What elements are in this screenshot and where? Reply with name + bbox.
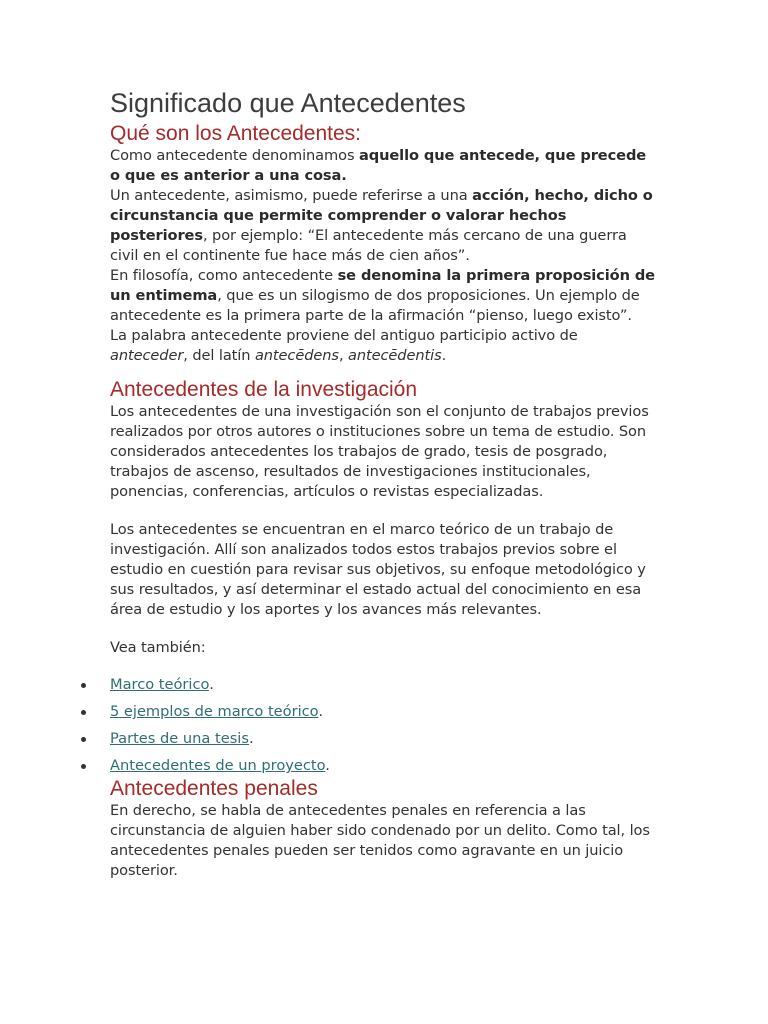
text-run: , — [338, 347, 349, 364]
text-run: En filosofía, como antecedente — [110, 267, 338, 284]
italic-run: antecēdentis — [348, 347, 442, 364]
page-title: Significado que Antecedentes — [110, 88, 466, 118]
section-heading-penales: Antecedentes penales — [110, 777, 318, 800]
text-run: . — [441, 347, 447, 364]
list-item — [80, 675, 655, 695]
text-run: Como antecedente denominamos — [110, 147, 359, 164]
bold-run: acción, hecho, dicho o circunstancia que permite comprender o valorar hechos posteriores — [110, 187, 653, 244]
link-suffix: . — [248, 730, 254, 747]
see-also-label: Vea también: — [110, 639, 206, 656]
article — [110, 86, 655, 881]
text-run: , por ejemplo: “El antecedente más cercano de una guerra civil en el continente fue hace más de cien años”. — [110, 227, 627, 264]
list-item — [80, 702, 655, 722]
text-run: , del latín — [183, 347, 255, 364]
list-item — [80, 756, 655, 776]
bold-run: se denomina la primera proposición de un entimema — [110, 267, 655, 304]
italic-run: antecēdens — [254, 347, 339, 364]
link-ejemplos-marco-teorico[interactable]: 5 ejemplos de marco teórico — [110, 703, 319, 720]
section-heading-investigacion: Antecedentes de la investigación — [110, 378, 418, 401]
text-run: , que es un silogismo de dos proposiciones. Un ejemplo de antecedente es la primera parte de la afirmación “pienso, luego existo”. — [110, 287, 640, 324]
paragraph-investigacion-2: Los antecedentes se encuentran en el marco teórico de un trabajo de investigación. Allí son analizados todos estos trabajos previos sobre el estudio en cuestión para revisar sus objetivos, su enfoque metodológico y sus resultados, y así determinar el estado actual del conocimiento en esa área de estudio y los aportes y los avances más relevantes. — [110, 521, 646, 618]
paragraph-penales: En derecho, se habla de antecedentes penales en referencia a las circunstancia de alguien haber sido condenado por un delito. Como tal, los antecedentes penales pueden ser tenidos como agravante en un juicio posterior. — [110, 802, 650, 879]
link-marco-teorico[interactable]: Marco teórico — [110, 676, 210, 693]
text-run: La palabra antecedente proviene del antiguo participio activo de — [110, 327, 578, 344]
italic-run: anteceder — [110, 347, 184, 364]
paragraph-etimologia — [110, 326, 655, 366]
link-suffix: . — [209, 676, 214, 693]
see-also-list — [80, 675, 655, 776]
link-antecedentes-proyecto[interactable]: Antecedentes de un proyecto — [110, 757, 326, 774]
paragraph-definition — [110, 146, 655, 186]
list-item — [80, 729, 655, 749]
paragraph-antecedente-hecho — [110, 186, 655, 266]
paragraph-filosofia — [110, 266, 655, 326]
link-partes-tesis[interactable]: Partes de una tesis — [110, 730, 249, 747]
link-suffix: . — [325, 757, 330, 774]
text-run: Un antecedente, asimismo, puede referirse a una — [110, 187, 473, 204]
paragraph-investigacion-1: Los antecedentes de una investigación son el conjunto de trabajos previos realizados por otros autores o instituciones sobre un tema de estudio. Son considerados antecedentes los trabajos de grado, tesis de posgrado, trabajos de ascenso, resultados de investigaciones institucionales, ponencias, conferencias, artículos o revistas especializadas. — [110, 403, 649, 500]
section-heading-que-son: Qué son los Antecedentes: — [110, 122, 362, 145]
link-suffix: . — [318, 703, 323, 720]
bold-run: aquello que antecede, que precede o que es anterior a una cosa. — [110, 147, 647, 184]
